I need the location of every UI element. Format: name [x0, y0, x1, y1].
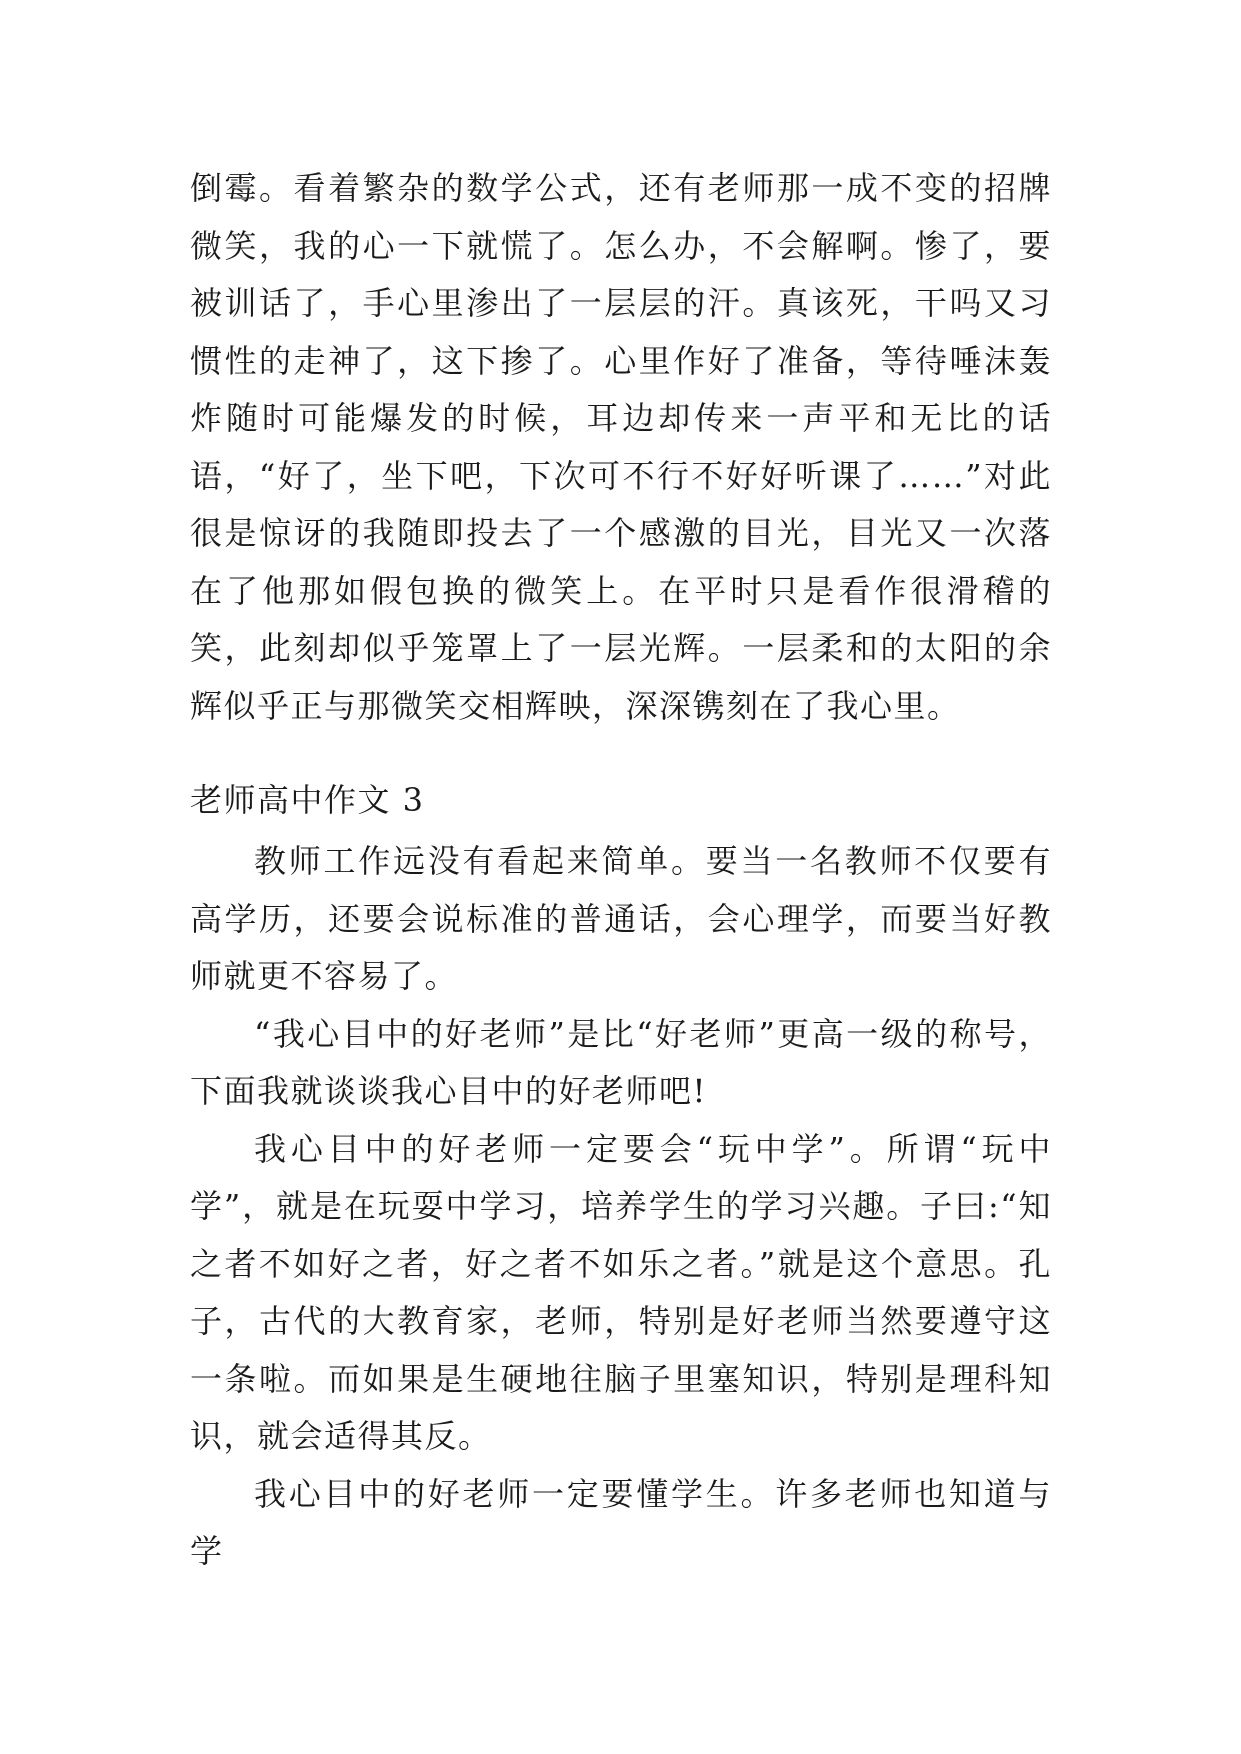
essay-body — [190, 833, 1052, 1581]
paragraph: 我心目中的好老师一定要懂学生。许多老师也知道与学 — [190, 1474, 1052, 1570]
continued-paragraph: 倒霉。看着繁杂的数学公式，还有老师那一成不变的招牌微笑，我的心一下就慌了。怎么办，不会解啊。惨了，要被训话了，手心里渗出了一层层的汗。真该死，干吗又习惯性的走神了，这下掺了。心里作好了准备，等待唾沫轰炸随时可能爆发的时候，耳边却传来一声平和无比的话语，“好了，坐下吧，下次可不行不好好听课了……”对此很是惊讶的我随即投去了一个感激的目光，目光又一次落在了他那如假包换的微笑上。在平时只是看作很滑稽的笑，此刻却似乎笼罩上了一层光辉。一层柔和的太阳的余辉似乎正与那微笑交相辉映，深深镌刻在了我心里。 — [190, 169, 1052, 725]
continued-text-block — [190, 160, 1052, 735]
paragraph: 我心目中的好老师一定要会“玩中学”。所谓“玩中学”，就是在玩耍中学习，培养学生的学习兴趣。子曰:“知之者不如好之者，好之者不如乐之者。”就是这个意思。孔子，古代的大教育家，老师，特别是好老师当然要遵守这一条啦。而如果是生硬地往脑子里塞知识，特别是理科知识，就会适得其反。 — [190, 1129, 1052, 1455]
paragraph: “我心目中的好老师”是比“好老师”更高一级的称号，下面我就谈谈我心目中的好老师吧! — [190, 1014, 1052, 1110]
paragraph: 教师工作远没有看起来简单。要当一名教师不仅要有高学历，还要会说标准的普通话，会心理学，而要当好教师就更不容易了。 — [190, 842, 1052, 995]
section-title: 老师高中作文 3 — [190, 781, 425, 819]
